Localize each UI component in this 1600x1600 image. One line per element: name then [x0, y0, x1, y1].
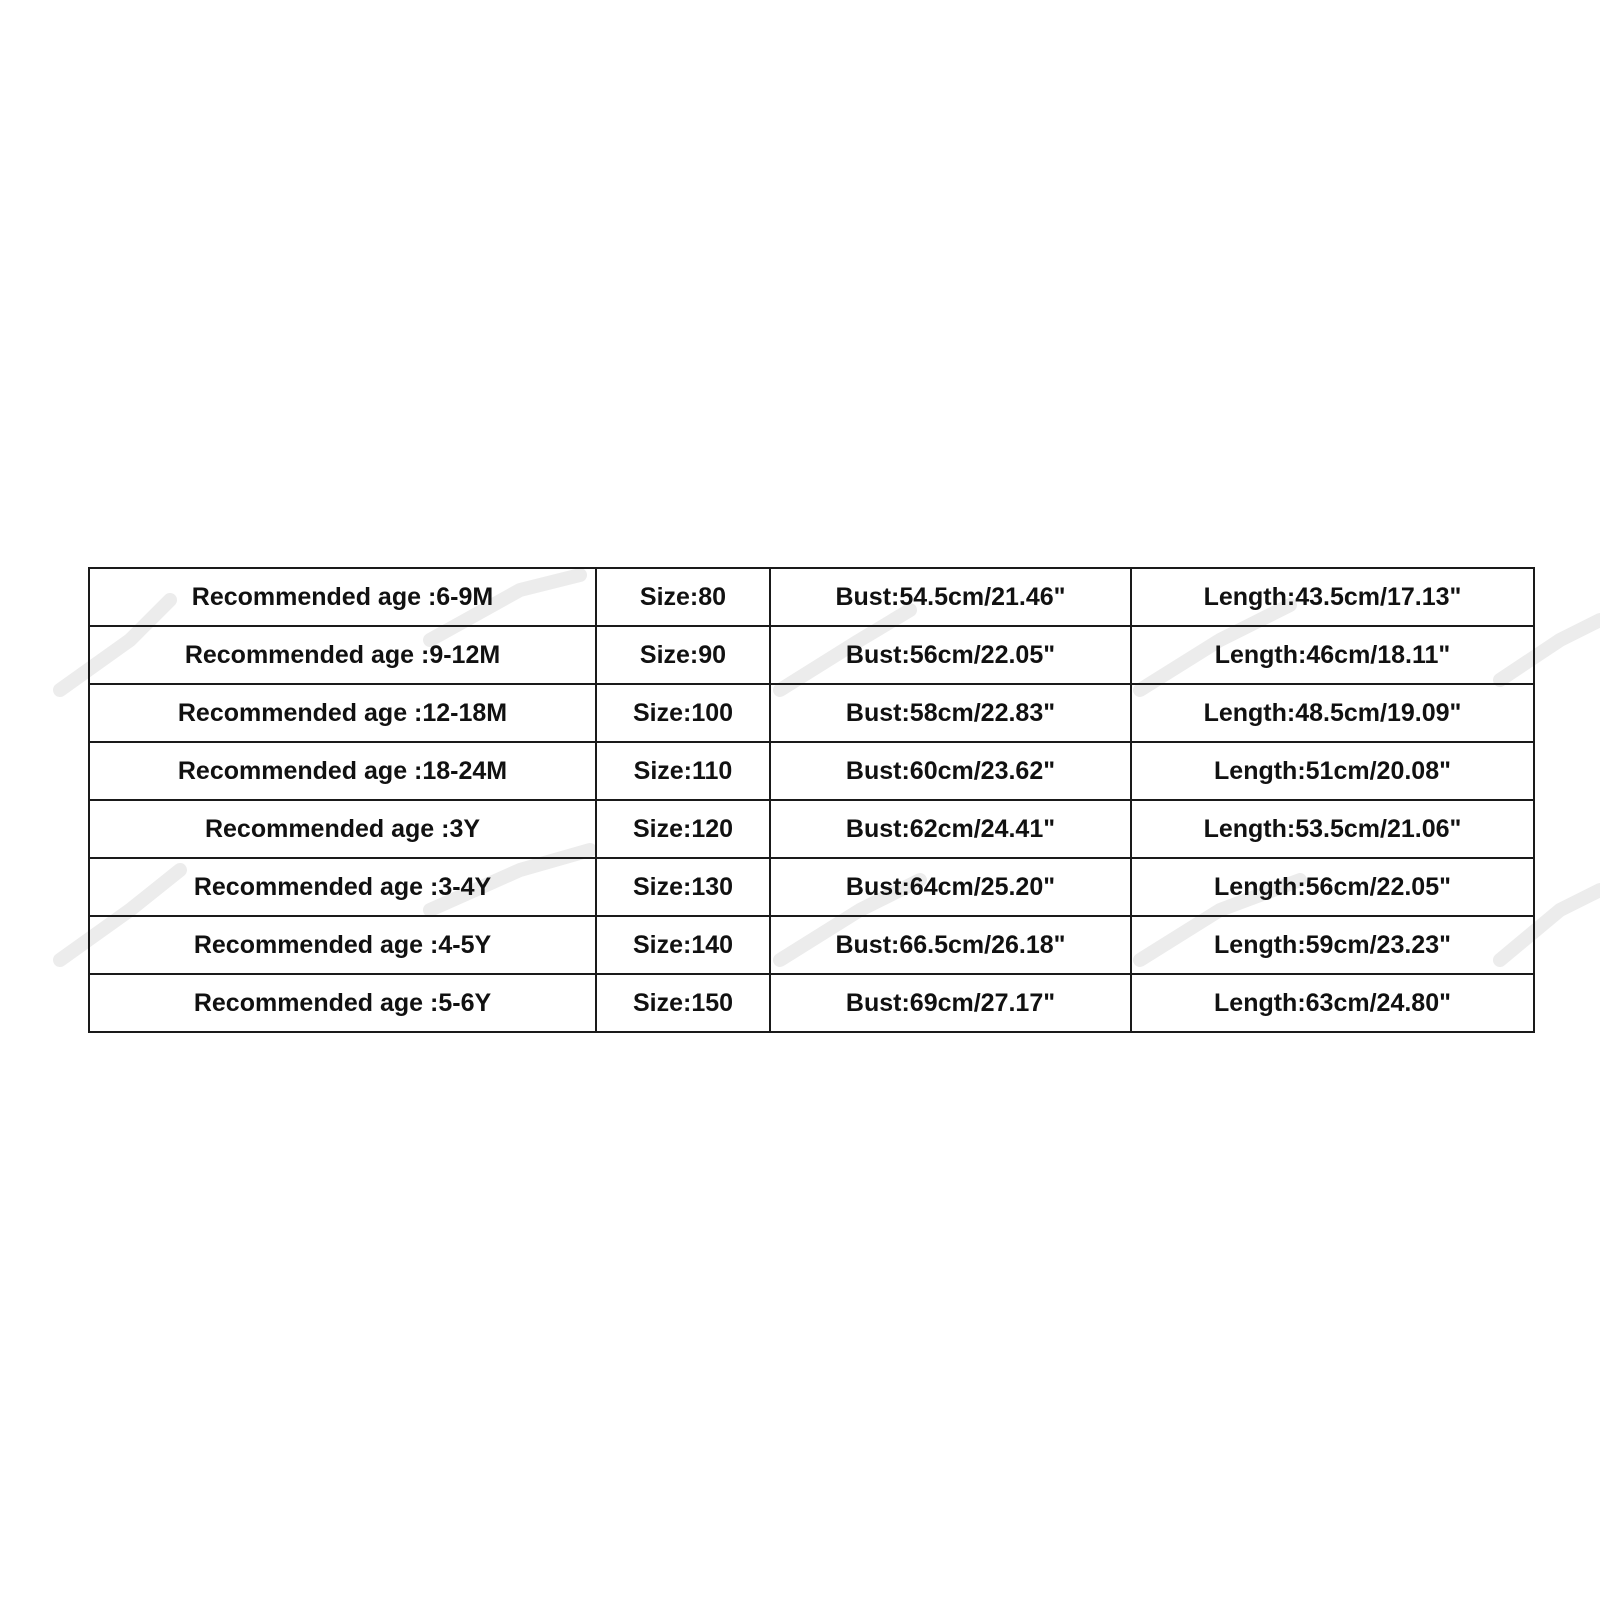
bust-cell: Bust:62cm/24.41": [770, 800, 1131, 858]
table-row: [89, 568, 1534, 626]
bust-cell: Bust:60cm/23.62": [770, 742, 1131, 800]
size-cell: Size:150: [596, 974, 770, 1032]
age-cell: Recommended age :4-5Y: [89, 916, 596, 974]
size-cell: Size:90: [596, 626, 770, 684]
size-cell: Size:110: [596, 742, 770, 800]
size-cell: Size:80: [596, 568, 770, 626]
length-cell: Length:43.5cm/17.13": [1131, 568, 1534, 626]
table-row: [89, 858, 1534, 916]
size-cell: Size:130: [596, 858, 770, 916]
bust-cell: Bust:64cm/25.20": [770, 858, 1131, 916]
bust-cell: Bust:69cm/27.17": [770, 974, 1131, 1032]
bust-cell: Bust:56cm/22.05": [770, 626, 1131, 684]
age-cell: Recommended age :3Y: [89, 800, 596, 858]
size-cell: Size:120: [596, 800, 770, 858]
bust-cell: Bust:66.5cm/26.18": [770, 916, 1131, 974]
age-cell: Recommended age :6-9M: [89, 568, 596, 626]
age-cell: Recommended age :3-4Y: [89, 858, 596, 916]
length-cell: Length:63cm/24.80": [1131, 974, 1534, 1032]
age-cell: Recommended age :12-18M: [89, 684, 596, 742]
length-cell: Length:48.5cm/19.09": [1131, 684, 1534, 742]
size-cell: Size:140: [596, 916, 770, 974]
length-cell: Length:56cm/22.05": [1131, 858, 1534, 916]
table-row: [89, 626, 1534, 684]
length-cell: Length:59cm/23.23": [1131, 916, 1534, 974]
size-cell: Size:100: [596, 684, 770, 742]
table-row: [89, 742, 1534, 800]
table-row: [89, 800, 1534, 858]
bust-cell: Bust:54.5cm/21.46": [770, 568, 1131, 626]
age-cell: Recommended age :9-12M: [89, 626, 596, 684]
length-cell: Length:46cm/18.11": [1131, 626, 1534, 684]
length-cell: Length:51cm/20.08": [1131, 742, 1534, 800]
bust-cell: Bust:58cm/22.83": [770, 684, 1131, 742]
table-row: [89, 974, 1534, 1032]
age-cell: Recommended age :5-6Y: [89, 974, 596, 1032]
table-row: [89, 916, 1534, 974]
size-chart-table: [88, 567, 1535, 1033]
table-row: [89, 684, 1534, 742]
length-cell: Length:53.5cm/21.06": [1131, 800, 1534, 858]
age-cell: Recommended age :18-24M: [89, 742, 596, 800]
